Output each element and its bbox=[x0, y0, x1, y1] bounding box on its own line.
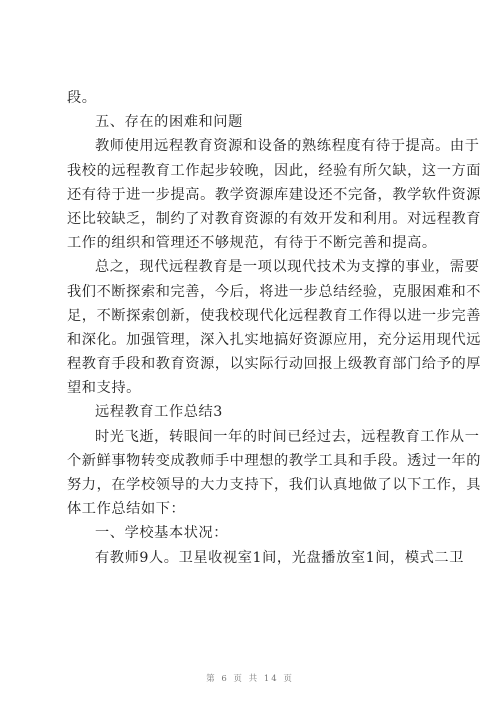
text-line: 足，不断探索创新，使我校现代化远程教育工作得以进一步完善 bbox=[67, 307, 482, 324]
text-line: 我校的远程教育工作起步较晚，因此，经验有所欠缺，这一方面 bbox=[67, 162, 482, 179]
text-line: 工作的组织和管理还不够规范，有待于不断完善和提高。 bbox=[67, 235, 437, 252]
document-body bbox=[67, 86, 482, 570]
text-line: 还比较缺乏，制约了对教育资源的有效开发和利用。对远程教育 bbox=[67, 210, 482, 227]
text-line: 段。 bbox=[67, 90, 97, 106]
section-heading: 五、存在的困难和问题 bbox=[95, 114, 243, 131]
text-line: 总之，现代远程教育是一项以现代技术为支撑的事业，需要 bbox=[95, 259, 480, 276]
text-line: 体工作总结如下： bbox=[67, 501, 186, 518]
text-line: 和深化。加强管理，深入扎实地搞好资源应用，充分运用现代远 bbox=[67, 331, 482, 348]
text-line: 努力，在学校领导的大力支持下，我们认真地做了以下工作，具 bbox=[67, 477, 482, 493]
section-title: 远程教育工作总结3 bbox=[95, 404, 223, 421]
text-line: 我们不断探索和完善，今后，将进一步总结经验，克服困难和不 bbox=[67, 283, 482, 300]
text-line: 望和支持。 bbox=[67, 380, 141, 397]
text-line: 还有待于进一步提高。教学资源库建设还不完备，教学软件资源 bbox=[67, 186, 482, 203]
text-line: 个新鲜事物转变成教师手中理想的教学工具和手段。透过一年的 bbox=[67, 452, 482, 469]
section-heading: 一、学校基本状况： bbox=[95, 525, 229, 542]
text-line: 时光飞逝，转眼间一年的时间已经过去，远程教育工作从一 bbox=[95, 428, 480, 445]
text-line: 教师使用远程教育资源和设备的熟练程度有待于提高。由于 bbox=[95, 138, 480, 155]
text-line: 程教育手段和教育资源，以实际行动回报上级教育部门给予的厚 bbox=[67, 356, 482, 373]
text-line: 有教师9人。卫星收视室1间，光盘播放室1间，模式二卫 bbox=[95, 549, 464, 566]
page-number-footer: 第 6 页 共 14 页 bbox=[206, 674, 294, 684]
